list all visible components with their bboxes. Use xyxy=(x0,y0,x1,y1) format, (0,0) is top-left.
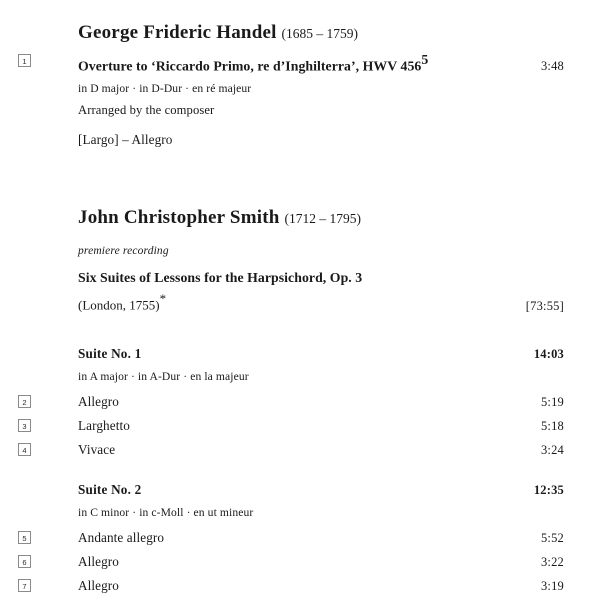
work-title-block xyxy=(38,52,504,75)
suite-duration: 12:35 xyxy=(533,482,564,497)
work-keys: in D major · in D-Dur · en ré majeur xyxy=(78,82,252,96)
track-time: 5:52 xyxy=(540,530,564,545)
suite-keys: in A major · in A-Dur · en la majeur xyxy=(78,369,249,383)
movement-block xyxy=(38,131,504,149)
publication-footnote-marker: * xyxy=(159,291,167,307)
track-title: Allegro xyxy=(78,553,119,569)
track-title-block xyxy=(38,417,504,435)
composer-dates: (1685 – 1759) xyxy=(281,26,359,41)
track-number-3: 3 xyxy=(18,419,31,432)
composer-name-block xyxy=(38,22,504,44)
suite-duration: 14:03 xyxy=(533,346,564,361)
premiere-recording-note: premiere recording xyxy=(78,245,169,258)
work-title-row-smith xyxy=(18,269,564,287)
movement-label: [Largo] – Allegro xyxy=(78,132,173,148)
track-title-block xyxy=(38,577,504,595)
track-time: 3:24 xyxy=(540,442,564,457)
track-number-4: 4 xyxy=(18,443,31,456)
work-title-footnote-marker: 5 xyxy=(421,52,429,67)
suite-keys-block xyxy=(38,503,504,521)
suite-keys-row xyxy=(18,367,564,385)
track-row xyxy=(18,417,564,435)
work-title-block xyxy=(38,269,504,287)
movement-row-handel xyxy=(18,131,564,149)
track-title-block xyxy=(38,393,504,411)
track-row xyxy=(18,529,564,547)
track-time: 3:19 xyxy=(540,578,564,593)
suite-title: Suite No. 1 xyxy=(78,345,142,361)
work-arranger-block xyxy=(38,101,504,119)
track-number-6: 6 xyxy=(18,555,31,568)
work-title-row-handel xyxy=(18,52,564,75)
suite-title: Suite No. 2 xyxy=(78,481,142,497)
track-number-2: 2 xyxy=(18,395,31,408)
track-title: Andante allegro xyxy=(78,529,165,545)
suite-keys: in C minor · in c-Moll · en ut mineur xyxy=(78,505,254,519)
work-title: Overture to ‘Riccardo Primo, re d’Inghilterra’, HWV 456 xyxy=(78,58,422,74)
suite-heading-row xyxy=(18,481,564,499)
composer-name-block xyxy=(38,207,504,229)
composer-heading-smith xyxy=(18,207,564,229)
track-number-cell xyxy=(18,54,38,67)
track-title-block xyxy=(38,529,504,547)
track-number-cell xyxy=(18,443,38,456)
track-number-cell xyxy=(18,419,38,432)
suite-keys-block xyxy=(38,367,504,385)
premiere-recording-row xyxy=(18,241,564,259)
work-total-duration: [73:55] xyxy=(525,298,564,313)
track-title: Allegro xyxy=(78,393,119,409)
track-title: Allegro xyxy=(78,577,119,593)
premiere-note-block xyxy=(38,241,504,259)
suite-title-block xyxy=(38,345,504,363)
work-keys-row-handel xyxy=(18,79,564,97)
track-number-cell xyxy=(18,555,38,568)
composer-given-name: John Christopher xyxy=(78,207,225,229)
track-time: 5:18 xyxy=(540,418,564,433)
work-publication: (London, 1755) xyxy=(78,297,160,313)
work-title: Six Suites of Lessons for the Harpsichord, Op. 3 xyxy=(78,270,363,286)
track-title-block xyxy=(38,441,504,459)
work-keys-block xyxy=(38,79,504,97)
track-number-1: 1 xyxy=(18,54,31,67)
track-row xyxy=(18,393,564,411)
composer-dates: (1712 – 1795) xyxy=(284,211,361,227)
track-number-cell xyxy=(18,579,38,592)
track-row xyxy=(18,553,564,571)
track-number-5: 5 xyxy=(18,531,31,544)
composer-surname: Handel xyxy=(216,22,277,43)
suite-keys-row xyxy=(18,503,564,521)
track-title: Vivace xyxy=(78,441,116,457)
track-time: 3:22 xyxy=(540,554,564,569)
work-arranger: Arranged by the composer xyxy=(78,103,215,118)
track-title: Larghetto xyxy=(78,417,130,433)
track-title-block xyxy=(38,553,504,571)
track-row xyxy=(18,441,564,459)
work-duration: 3:48 xyxy=(540,59,564,74)
work-publication-row xyxy=(18,291,564,314)
track-number-cell xyxy=(18,395,38,408)
track-number-7: 7 xyxy=(18,579,31,592)
track-number-cell xyxy=(18,531,38,544)
work-publication-block xyxy=(38,291,504,314)
suite-title-block xyxy=(38,481,504,499)
composer-given-name: George Frideric xyxy=(78,22,212,43)
track-time: 5:19 xyxy=(540,394,564,409)
suite-heading-row xyxy=(18,345,564,363)
track-row xyxy=(18,577,564,595)
composer-heading-handel xyxy=(18,22,564,44)
composer-surname: Smith xyxy=(229,207,280,229)
work-arranger-row xyxy=(18,101,564,119)
